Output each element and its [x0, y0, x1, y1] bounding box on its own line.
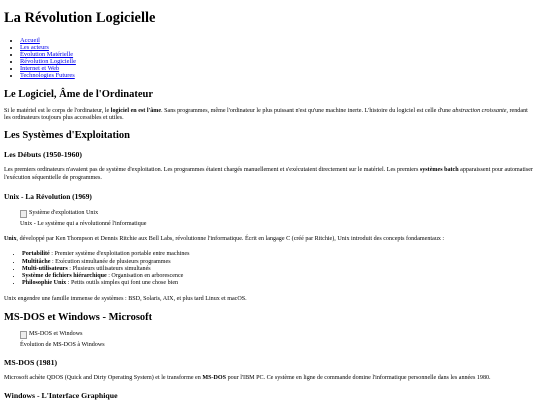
unix-image-alt: Système d'exploitation Unix: [29, 210, 99, 217]
subheading-debuts: Les Débuts (1950-1960): [4, 150, 82, 160]
feature-name: Multi-utilisateurs: [22, 265, 68, 272]
nav-item-materielle: [20, 51, 536, 58]
subheading-msdos: MS-DOS (1981): [4, 358, 58, 368]
feature-desc: : Exécution simultanée de plusieurs programmes: [50, 258, 171, 265]
intro-paragraph: [4, 108, 536, 122]
msdos-image-alt: MS-DOS et Windows: [29, 331, 83, 338]
nav-link-futures[interactable]: Technologies Futures: [20, 72, 75, 79]
msdos-bold: MS-DOS: [202, 375, 227, 382]
debuts-paragraph: [4, 167, 536, 181]
feature-item: [22, 280, 536, 287]
msdos-text-2: pour l'IBM PC. Ce système en ligne de commande domine l'informatique personnelle dans les années 1980.: [226, 375, 491, 382]
unix-caption: Unix - Le système qui a révolutionné l'informatique: [20, 221, 147, 228]
intro-bold: logiciel en est l'âme: [110, 108, 162, 114]
feature-item: [22, 251, 536, 258]
nav-item-logicielle: [20, 58, 536, 65]
subheading-unix: Unix - La Révolution (1969): [4, 191, 92, 201]
broken-image-icon: [20, 331, 27, 339]
page-title: La Révolution Logicielle: [4, 10, 156, 26]
unix-figure: [20, 210, 536, 228]
unix-bold: Unix: [4, 236, 17, 243]
debuts-text-2: apparaissent pour automatiser l'exécution séquentielle de programmes.: [4, 167, 533, 181]
unix-text: , développé par Ken Thompson et Dennis Ritchie aux Bell Labs, révolutionne l'informatique. Écrit en langage C (créé par Ritchie), Unix introduit des concepts fondamentaux :: [16, 236, 445, 243]
nav-link-logicielle[interactable]: Révolution Logicielle: [20, 58, 76, 65]
debuts-bold: systèmes batch: [419, 167, 459, 174]
nav-link-accueil[interactable]: Accueil: [20, 37, 40, 44]
msdos-figure: [20, 331, 536, 349]
feature-item: [22, 266, 536, 273]
feature-item: [22, 259, 536, 266]
nav-item-accueil: [20, 37, 536, 44]
nav-link-acteurs[interactable]: Les acteurs: [20, 44, 49, 51]
subheading-windows: Windows - L'Interface Graphique: [4, 391, 118, 401]
msdos-text-1: Microsoft achète QDOS (Quick and Dirty Operating System) et le transforme en: [4, 375, 203, 382]
intro-text-1: Si le matériel est le corps de l'ordinateur, le: [4, 108, 111, 114]
msdos-image: [20, 331, 82, 339]
feature-name: Philosophie Unix: [22, 280, 67, 287]
nav-list: [4, 37, 536, 79]
feature-desc: : Organisation en arborescence: [106, 273, 184, 280]
unix-image: [20, 210, 98, 218]
nav-item-futures: [20, 72, 536, 79]
intro-emphasis: abstraction croissante: [452, 108, 507, 114]
unix-features-list: [4, 251, 536, 287]
broken-image-icon: [20, 210, 27, 218]
unix-paragraph: [4, 236, 536, 243]
feature-desc: : Petits outils simples qui font une chose bien: [66, 280, 179, 287]
feature-desc: : Premier système d'exploitation portable entre machines: [49, 251, 190, 258]
nav-item-acteurs: [20, 44, 536, 51]
nav-item-internet: [20, 65, 536, 72]
section-heading-systemes: Les Systèmes d'Exploitation: [4, 130, 131, 142]
debuts-text-1: Les premiers ordinateurs n'avaient pas de système d'exploitation. Les programmes étaient chargés manuellement et s'exécutaient directement sur le matériel. Les premiers: [4, 167, 420, 174]
nav-link-materielle[interactable]: Évolution Matérielle: [20, 51, 74, 58]
feature-name: Portabilité: [22, 251, 50, 258]
feature-desc: : Plusieurs utilisateurs simultanés: [67, 265, 151, 272]
nav-link-internet[interactable]: Internet et Web: [20, 65, 60, 72]
section-heading-logiciel: Le Logiciel, Âme de l'Ordinateur: [4, 89, 154, 100]
msdos-paragraph: [4, 375, 536, 382]
feature-name: Système de fichiers hiérarchique: [22, 273, 107, 280]
unix-outro: Unix engendre une famille immense de systèmes : BSD, Solaris, AIX, et plus tard Linux et macOS.: [4, 296, 247, 303]
feature-name: Multitâche: [22, 258, 51, 265]
intro-text-3: , rendant les ordinateurs toujours plus accessibles et utiles.: [4, 108, 528, 122]
msdos-caption: Évolution de MS-DOS à Windows: [20, 341, 105, 348]
intro-text-2: . Sans programmes, même l'ordinateur le plus puissant n'est qu'une machine inerte. L'histoire du logiciel est celle d'une: [161, 108, 453, 114]
section-heading-msdos-windows: MS-DOS et Windows - Microsoft: [4, 311, 153, 323]
